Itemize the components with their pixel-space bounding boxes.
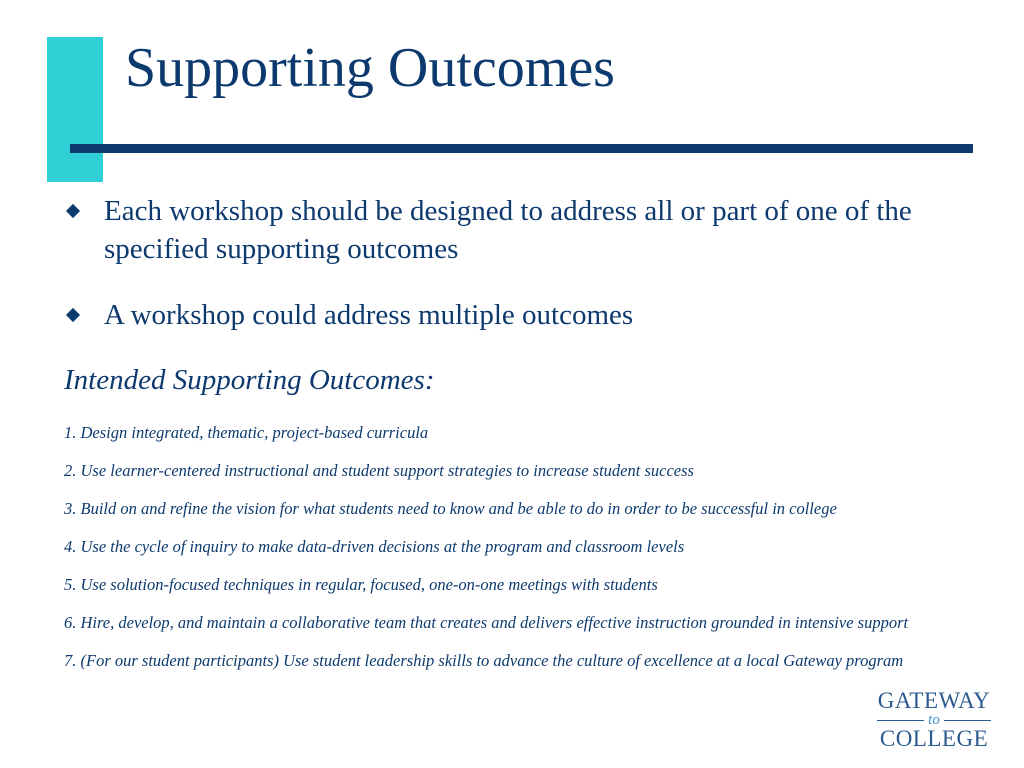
logo-middle-row <box>873 713 995 727</box>
bullet-item <box>62 296 982 334</box>
outcome-item: 5. Use solution-focused techniques in regular, focused, one-on-one meetings with students <box>64 575 658 594</box>
outcome-item: 4. Use the cycle of inquiry to make data-driven decisions at the program and classroom levels <box>64 537 685 556</box>
diamond-bullet-icon <box>66 308 80 322</box>
logo-rule-right <box>944 720 991 721</box>
diamond-bullet-icon <box>66 204 80 218</box>
bullet-list <box>62 192 982 362</box>
accent-bar <box>47 37 103 182</box>
title-underline <box>70 144 973 153</box>
bullet-item <box>62 192 982 268</box>
bullet-text: A workshop could address multiple outcomes <box>104 299 634 331</box>
outcomes-list <box>64 421 964 687</box>
logo-bottom-text: COLLEGE <box>879 726 989 751</box>
logo-rule-left <box>877 720 924 721</box>
slide-title: Supporting Outcomes <box>125 37 615 99</box>
outcome-item: 7. (For our student participants) Use student leadership skills to advance the culture of excellence at a local Gateway program <box>64 651 904 670</box>
logo-middle-text: to <box>928 712 940 728</box>
gateway-to-college-logo <box>873 688 995 751</box>
outcome-item: 1. Design integrated, thematic, project-based curricula <box>64 423 429 442</box>
logo-top-text: GATEWAY <box>877 688 991 713</box>
bullet-text: Each workshop should be designed to address all or part of one of the specified supporting outcomes <box>104 195 912 265</box>
outcome-item: 2. Use learner-centered instructional and student support strategies to increase student success <box>64 461 694 480</box>
outcome-item: 6. Hire, develop, and maintain a collaborative team that creates and delivers effective instruction grounded in intensive support <box>64 613 909 632</box>
outcomes-subheading: Intended Supporting Outcomes: <box>64 364 435 396</box>
outcome-item: 3. Build on and refine the vision for what students need to know and be able to do in order to be successful in college <box>64 499 837 518</box>
